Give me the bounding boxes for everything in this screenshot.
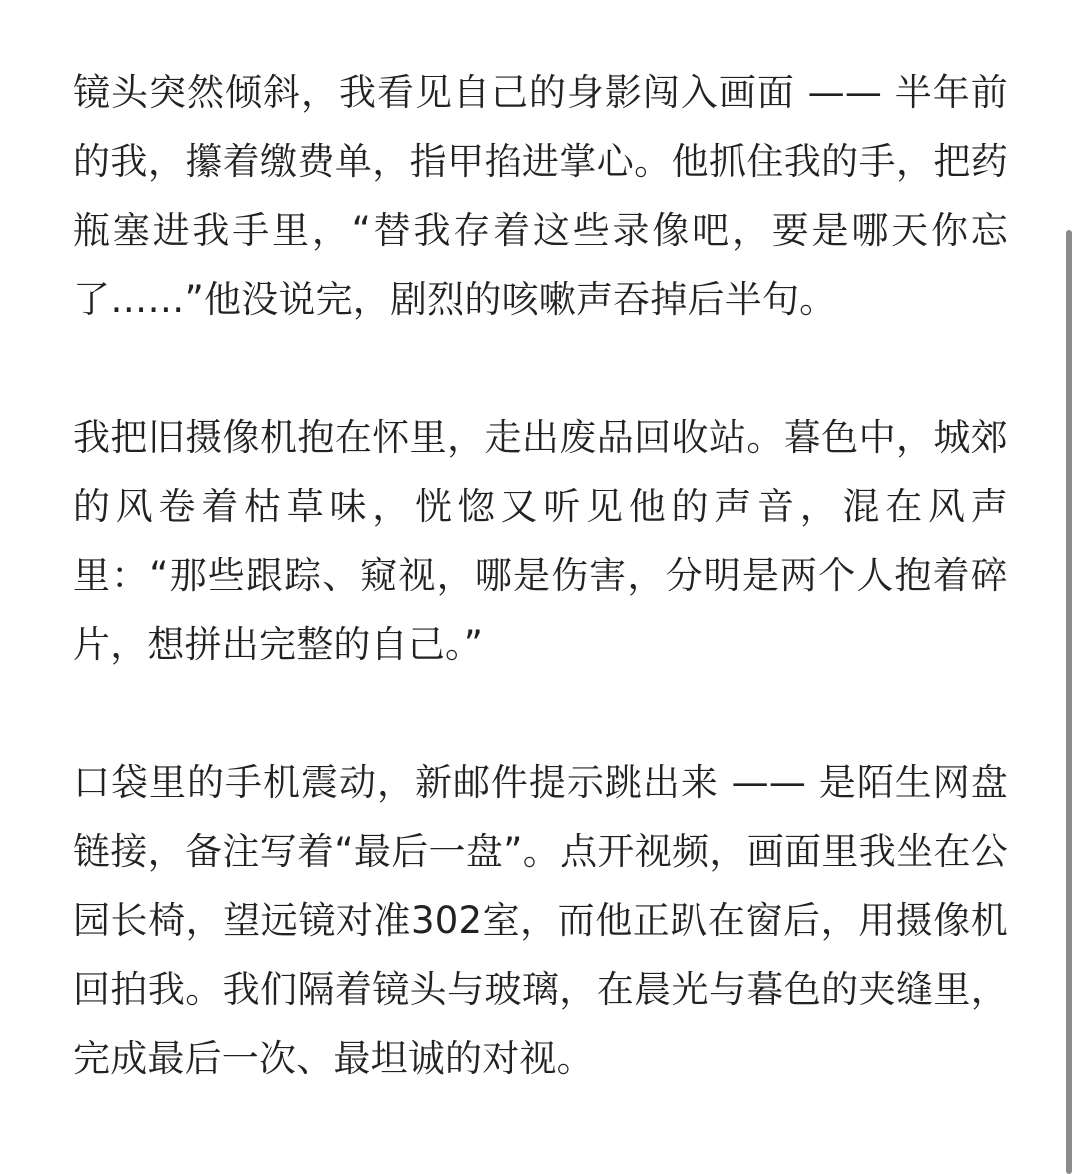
vertical-scrollbar[interactable] bbox=[1066, 230, 1072, 1174]
paragraph-3: 口袋里的手机震动，新邮件提示跳出来 —— 是陌生网盘链接，备注写着“最后一盘”。点开视频，画面里我坐在公园长椅，望远镜对准302室，而他正趴在窗后，用摄像机回拍我。我们隔着镜头与玻璃，在晨光与暮色的夹缝里，完成最后一次、最坦诚的对视。 bbox=[73, 761, 1008, 1080]
paragraph-1: 镜头突然倾斜，我看见自己的身影闯入画面 —— 半年前的我，攥着缴费单，指甲掐进掌心。他抓住我的手，把药瓶塞进我手里，“替我存着这些录像吧，要是哪天你忘了……”他没说完，剧烈的咳嗽声吞掉后半句。 bbox=[73, 71, 1008, 321]
paragraph-2: 我把旧摄像机抱在怀里，走出废品回收站。暮色中，城郊的风卷着枯草味，恍惚又听见他的声音，混在风声里：“那些跟踪、窥视，哪是伤害，分明是两个人抱着碎片，想拼出完整的自己。” bbox=[73, 416, 1008, 666]
article-body bbox=[73, 58, 1008, 1093]
